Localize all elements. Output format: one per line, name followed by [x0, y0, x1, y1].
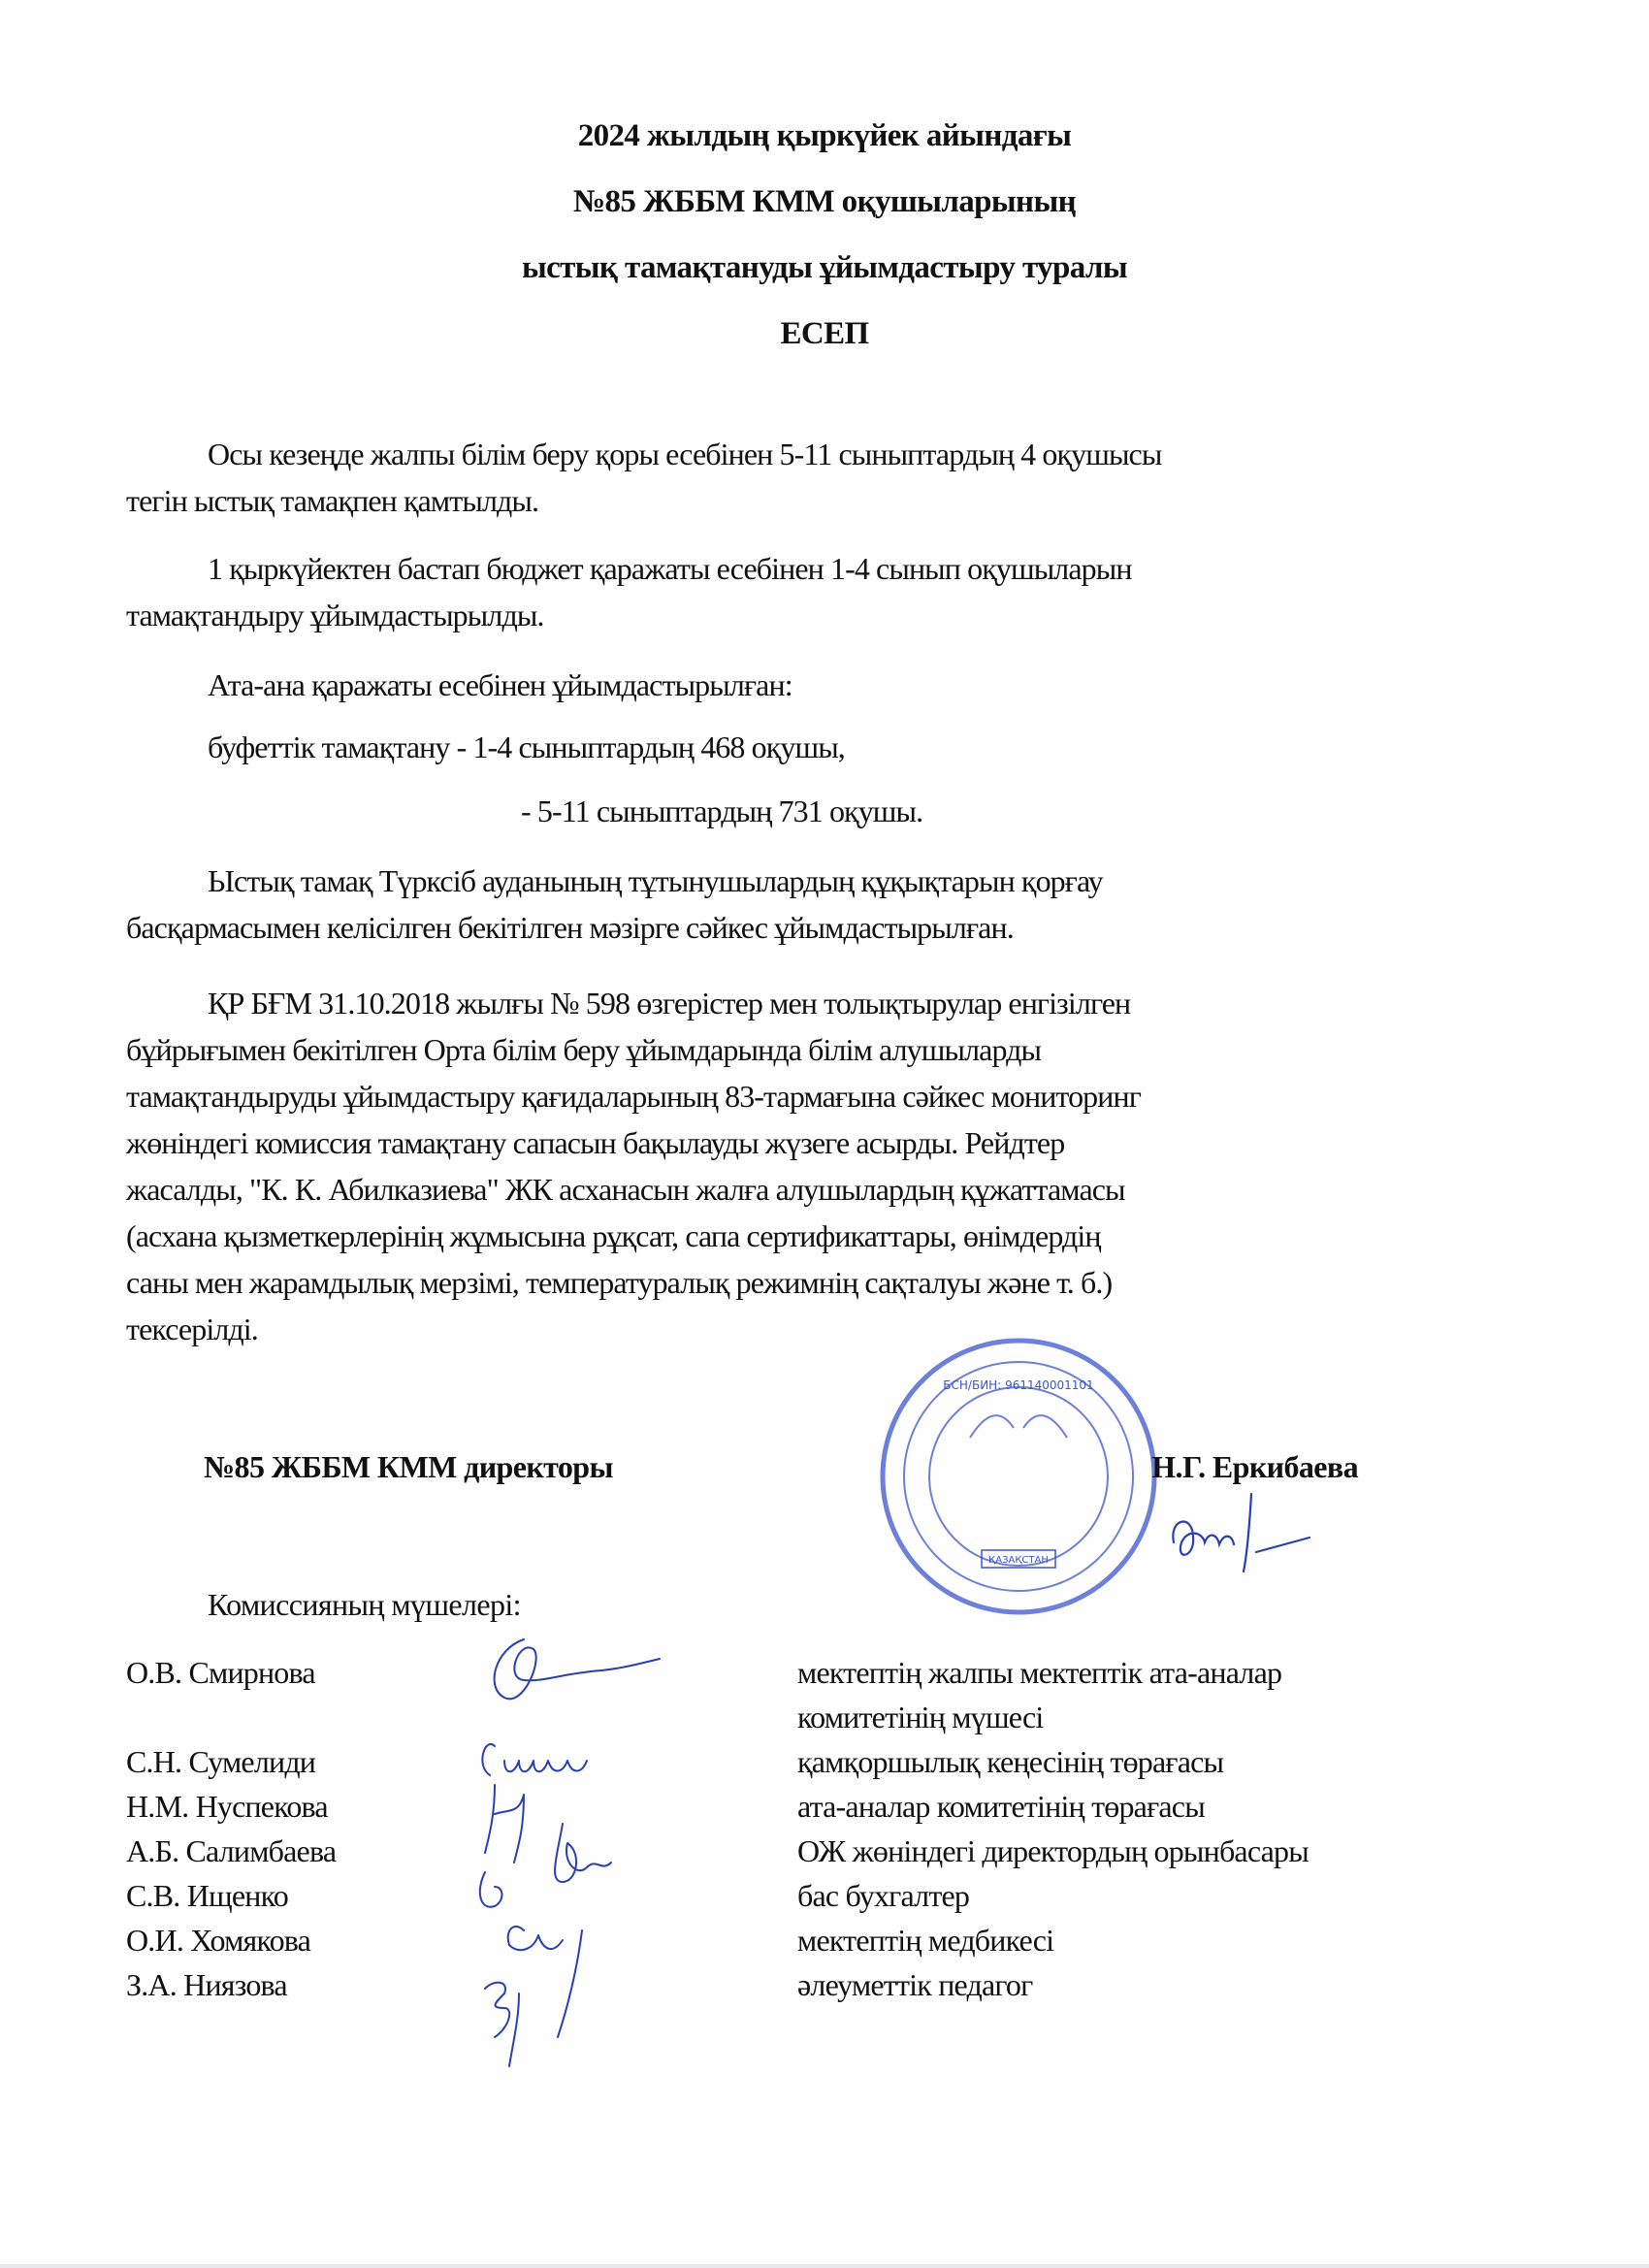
- member-name: С.Н. Сумелиди: [126, 1744, 316, 1779]
- text-line: 1 қыркүйектен бастап бюджет қаражаты есебінен 1-4 сынып оқушыларын: [208, 551, 1132, 586]
- document-title: [0, 116, 1649, 380]
- text-line: (асхана қызметкерлерінің жұмысына рұқсат, сапа сертификаттары, өнімдердің: [126, 1218, 1101, 1253]
- text-line: Осы кезеңде жалпы білім беру қоры есебінен 5-11 сыныптардың 4 оқушысы: [208, 437, 1162, 471]
- member-signatures-icon: [466, 1620, 757, 2086]
- paragraph-menu: [126, 858, 1523, 951]
- member-role: мектептің медбикесі: [797, 1923, 1054, 1958]
- member-name: О.В. Смирнова: [126, 1655, 315, 1690]
- member-name: О.И. Хомякова: [126, 1923, 311, 1958]
- text-line: тамақтандыруды ұйымдастыру қағидаларының 83-тармағына сәйкес мониторинг: [126, 1079, 1141, 1114]
- member-name: З.А. Ниязова: [126, 1967, 287, 2002]
- stamp-emblem-caption: ҚАЗАҚСТАН: [988, 1555, 1049, 1566]
- paragraph-free-meals: [126, 431, 1523, 524]
- member-role: бас бухгалтер: [797, 1878, 970, 1913]
- member-role: ОЖ жөніндегі директордың орынбасары: [797, 1833, 1309, 1868]
- member-role: ата-аналар комитетінің төрағасы: [797, 1789, 1205, 1824]
- title-line-1: 2024 жылдың қыркүйек айындағы: [577, 118, 1072, 153]
- text-line: тамақтандыру ұйымдастырылды.: [126, 598, 544, 632]
- text-line: буфеттік тамақтану - 1-4 сыныптардың 468 оқушы,: [208, 729, 845, 764]
- text-line: Ыстық тамақ Түрксіб ауданының тұтынушылардың құқықтарын қорғау: [208, 863, 1103, 898]
- member-role: комитетінің мүшесі: [797, 1700, 1044, 1734]
- text-line: жасалды, "К. К. Абилказиева" ЖК асханасын жалға алушылардың құжаттамасы: [126, 1172, 1125, 1207]
- text-line: бұйрығымен бекітілген Орта білім беру ұйымдарында білім алушыларды: [126, 1032, 1042, 1067]
- text-line: тегін ыстық тамақпен қамтылды.: [126, 483, 539, 518]
- title-line-3: ыстық тамақтануды ұйымдастыру туралы: [521, 250, 1128, 285]
- title-line-2: №85 ЖББМ КММ оқушыларының: [572, 184, 1077, 219]
- commission-label: Комиссияның мүшелері:: [208, 1587, 521, 1622]
- text-line: ҚР БҒМ 31.10.2018 жылғы № 598 өзгерістер мен толықтырулар енгізілген: [208, 986, 1131, 1021]
- member-role: әлеуметтік педагог: [797, 1967, 1033, 2002]
- paragraph-budget-meals: [126, 545, 1523, 638]
- paragraph-monitoring: [126, 980, 1523, 1352]
- member-role: қамқоршылық кеңесінің төрағасы: [797, 1744, 1224, 1779]
- text-line: - 5-11 сыныптардың 731 оқушы.: [521, 794, 923, 828]
- official-stamp: [873, 1331, 1164, 1622]
- director-signature-icon: [1164, 1484, 1319, 1581]
- director-name: Н.Г. Еркибаева: [1151, 1449, 1358, 1484]
- director-role: №85 ЖББМ КММ директоры: [204, 1449, 613, 1484]
- text-line: саны мен жарамдылық мерзімі, температуралық режимнің сақталуы және т. б.): [126, 1265, 1113, 1300]
- text-line: басқармасымен келісілген бекітілген мәзірге сәйкес ұйымдастырылған.: [126, 910, 1014, 945]
- member-name: А.Б. Салимбаева: [126, 1833, 337, 1868]
- buffet-grades-5-11: [126, 788, 1523, 834]
- stamp-bin-text: БСН/БИН: 961140001101: [943, 1378, 1094, 1392]
- member-name: Н.М. Нуспекова: [126, 1789, 328, 1824]
- paragraph-parent-funds: [126, 662, 1523, 708]
- text-line: тексерілді.: [126, 1312, 258, 1346]
- buffet-grades-1-4: [126, 724, 1523, 770]
- member-role: мектептің жалпы мектептік ата-аналар: [797, 1655, 1282, 1690]
- member-name: С.В. Ищенко: [126, 1878, 288, 1913]
- title-line-report: ЕСЕП: [780, 316, 869, 351]
- text-line: жөніндегі комиссия тамақтану сапасын бақылауды жүзеге асырды. Рейдтер: [126, 1125, 1065, 1160]
- text-line: Ата-ана қаражаты есебінен ұйымдастырылған:: [208, 667, 792, 702]
